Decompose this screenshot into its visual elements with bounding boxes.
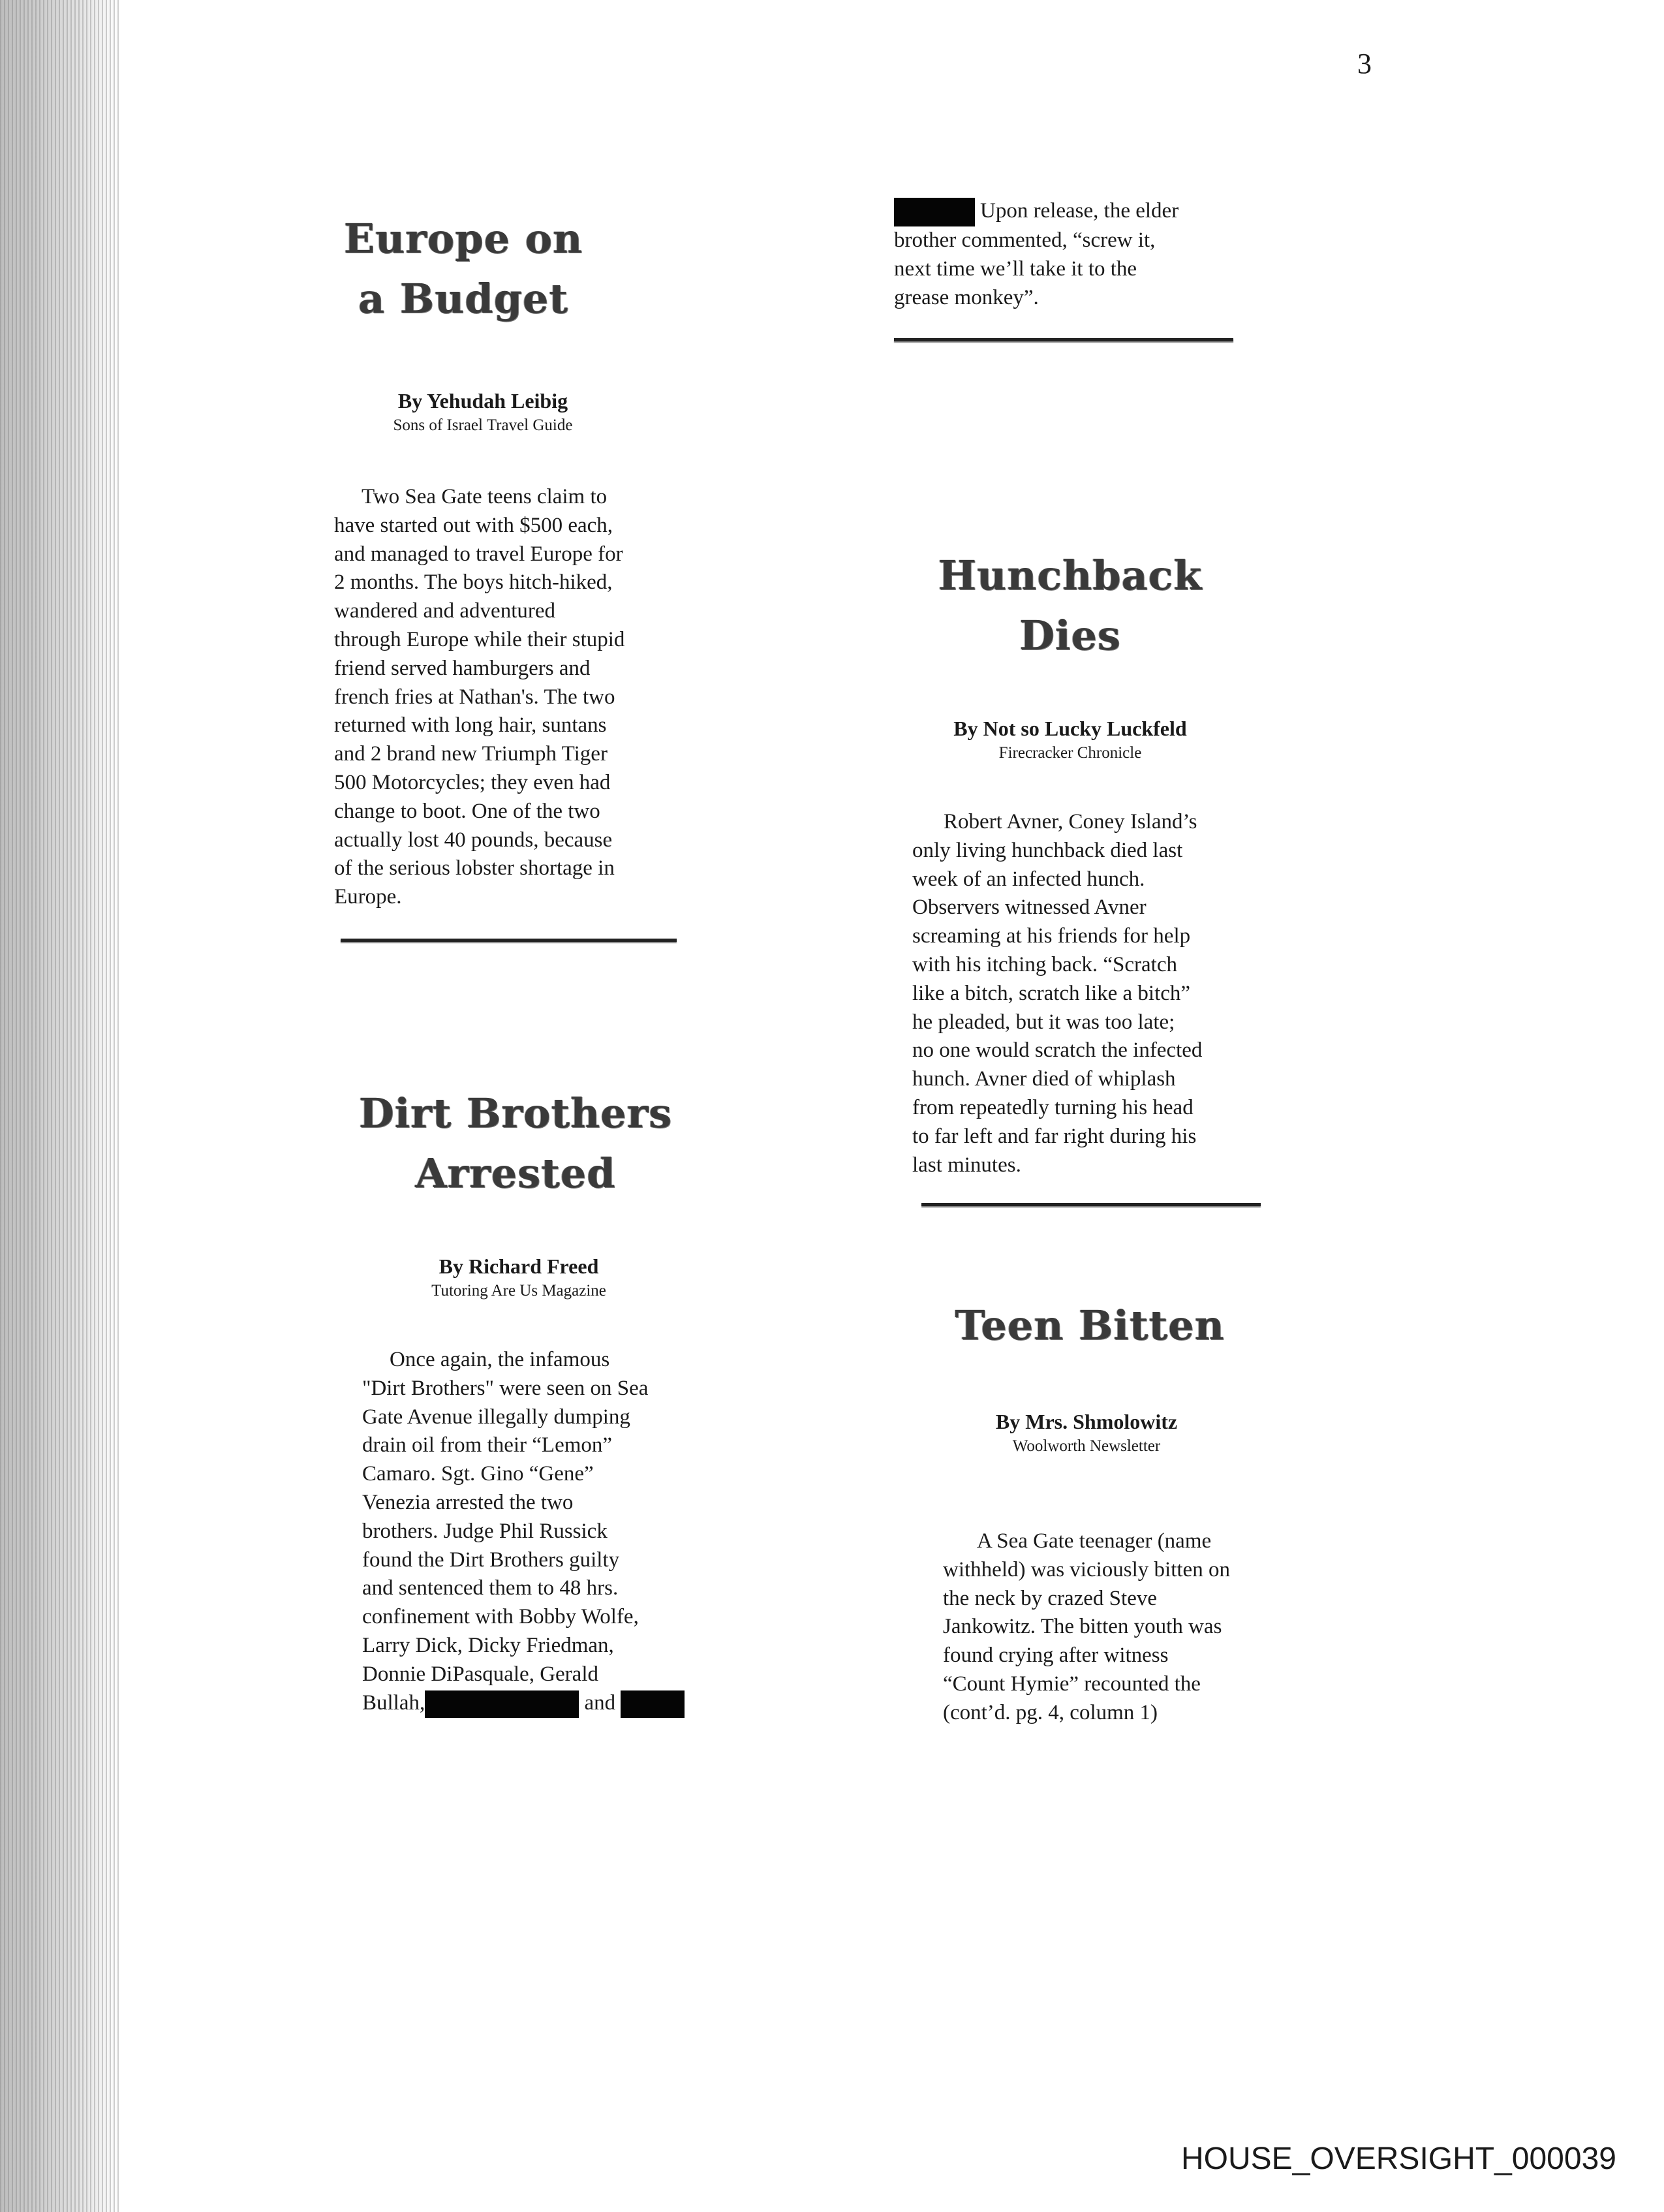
teen-line-3: the neck by crazed Steve: [943, 1586, 1158, 1610]
dirt-line-7: brothers. Judge Phil Russick: [362, 1519, 608, 1543]
cont-line-1-text: Upon release, the elder: [980, 199, 1179, 223]
dirt-line-4: drain oil from their “Lemon”: [362, 1433, 613, 1457]
headline-dirt-brothers: [352, 1083, 679, 1204]
europe-line-2: have started out with $500 each,: [334, 513, 613, 537]
teen-line-1: A Sea Gate teenager (name: [977, 1529, 1212, 1553]
hunchback-line-4: Observers witnessed Avner: [912, 896, 1147, 920]
hunchback-line-2: only living hunchback died last: [912, 838, 1183, 862]
section-divider: [341, 939, 677, 942]
page-number: 3: [1357, 48, 1372, 80]
byline-hunchback: By Not so Lucky Luckfeld: [953, 717, 1187, 740]
dirt-last-line-start: Bullah,: [362, 1690, 425, 1715]
europe-line-6: through Europe while their stupid: [334, 627, 625, 651]
byline-dirt-brothers: By Richard Freed: [439, 1254, 599, 1278]
source-europe: Sons of Israel Travel Guide: [393, 416, 573, 434]
headline-europe-line1: Europe on: [343, 215, 583, 262]
dirt-line-1: Once again, the infamous: [390, 1348, 610, 1371]
byline-teen-bitten: By Mrs. Shmolowitz: [995, 1410, 1178, 1433]
article-continuation-dirt-brothers: [894, 197, 1259, 313]
source-teen-bitten: Woolworth Newsletter: [1012, 1437, 1161, 1455]
hunchback-line-12: to far left and far right during his: [912, 1124, 1197, 1148]
hunchback-line-9: no one would scratch the infected: [912, 1038, 1203, 1063]
dirt-line-8: found the Dirt Brothers guilty: [362, 1548, 620, 1572]
hunchback-line-6: with his itching back. “Scratch: [912, 952, 1177, 976]
scan-edge-shading: [0, 0, 121, 2212]
cont-line-2: brother commented, “screw it,: [894, 228, 1156, 253]
headline-teen-bitten-line1: Teen Bitten: [955, 1301, 1225, 1349]
article-body-dirt-brothers: [362, 1346, 701, 1718]
dirt-line-6: Venezia arrested the two: [362, 1490, 574, 1514]
europe-line-7: friend served hamburgers and: [334, 656, 591, 680]
dirt-last-line-mid: and: [584, 1690, 616, 1715]
hunchback-line-1: Robert Avner, Coney Island’s: [944, 810, 1197, 833]
bates-number: HOUSE_OVERSIGHT_000039: [1181, 2142, 1616, 2176]
section-divider: [921, 1203, 1261, 1206]
teen-line-6: “Count Hymie” recounted the: [943, 1672, 1201, 1696]
byline-europe: By Yehudah Leibig: [397, 389, 568, 413]
europe-line-8: french fries at Nathan's. The two: [334, 685, 615, 709]
hunchback-line-13: last minutes.: [912, 1153, 1021, 1177]
europe-line-9: returned with long hair, suntans: [334, 713, 607, 738]
source-hunchback: Firecracker Chronicle: [998, 744, 1142, 762]
headline-hunchback: [914, 546, 1227, 666]
redaction-block: [621, 1690, 685, 1718]
europe-line-14: of the serious lobster shortage in: [334, 856, 615, 880]
redaction-block: [894, 198, 975, 226]
europe-line-13: actually lost 40 pounds, because: [334, 828, 613, 852]
hunchback-line-11: from repeatedly turning his head: [912, 1095, 1194, 1119]
hunchback-line-8: he pleaded, but it was too late;: [912, 1010, 1175, 1034]
europe-line-5: wandered and adventured: [334, 599, 556, 623]
cont-line-4: grease monkey”.: [894, 286, 1039, 310]
cont-line-3: next time we’ll take it to the: [894, 257, 1137, 281]
europe-line-10: and 2 brand new Triumph Tiger: [334, 742, 608, 766]
dirt-line-3: Gate Avenue illegally dumping: [362, 1405, 630, 1429]
teen-line-5: found crying after witness: [943, 1643, 1169, 1668]
headline-dirt-brothers-line1: Dirt Brothers: [358, 1089, 673, 1137]
hunchback-line-10: hunch. Avner died of whiplash: [912, 1067, 1176, 1091]
headline-teen-bitten: [940, 1296, 1240, 1356]
headline-europe-line2: a Budget: [358, 275, 569, 322]
dirt-line-9: and sentenced them to 48 hrs.: [362, 1576, 619, 1600]
europe-line-15: Europe.: [334, 885, 402, 909]
dirt-line-11: Larry Dick, Dicky Friedman,: [362, 1633, 614, 1657]
teen-line-7: (cont’d. pg. 4, column 1): [943, 1700, 1158, 1724]
hunchback-line-3: week of an infected hunch.: [912, 867, 1145, 891]
hunchback-line-7: like a bitch, scratch like a bitch”: [912, 981, 1191, 1005]
europe-line-12: change to boot. One of the two: [334, 799, 600, 823]
headline-dirt-brothers-line2: Arrested: [415, 1149, 616, 1197]
headline-hunchback-line2: Dies: [1019, 612, 1121, 659]
europe-line-4: 2 months. The boys hitch-hiked,: [334, 570, 613, 595]
europe-line-11: 500 Motorcycles; they even had: [334, 770, 611, 794]
redaction-block: [425, 1690, 579, 1718]
article-body-europe: [334, 483, 673, 912]
dirt-line-2: "Dirt Brothers" were seen on Sea: [362, 1376, 649, 1400]
europe-line-1: Two Sea Gate teens claim to: [362, 485, 608, 508]
headline-europe: [326, 209, 600, 329]
dirt-line-12: Donnie DiPasquale, Gerald: [362, 1662, 598, 1686]
article-body-hunchback: [912, 808, 1278, 1179]
teen-line-4: Jankowitz. The bitten youth was: [943, 1615, 1222, 1639]
teen-line-2: withheld) was viciously bitten on: [943, 1557, 1230, 1581]
europe-line-3: and managed to travel Europe for: [334, 542, 623, 566]
headline-hunchback-line1: Hunchback: [938, 552, 1203, 599]
article-body-teen-bitten: [943, 1527, 1308, 1728]
dirt-line-5: Camaro. Sgt. Gino “Gene”: [362, 1462, 594, 1486]
hunchback-line-5: screaming at his friends for help: [912, 924, 1191, 948]
cont-line-1: [894, 197, 1259, 226]
dirt-line-13: [362, 1689, 701, 1718]
source-dirt-brothers: Tutoring Are Us Magazine: [431, 1282, 606, 1300]
dirt-line-10: confinement with Bobby Wolfe,: [362, 1605, 639, 1629]
section-divider: [894, 338, 1233, 341]
